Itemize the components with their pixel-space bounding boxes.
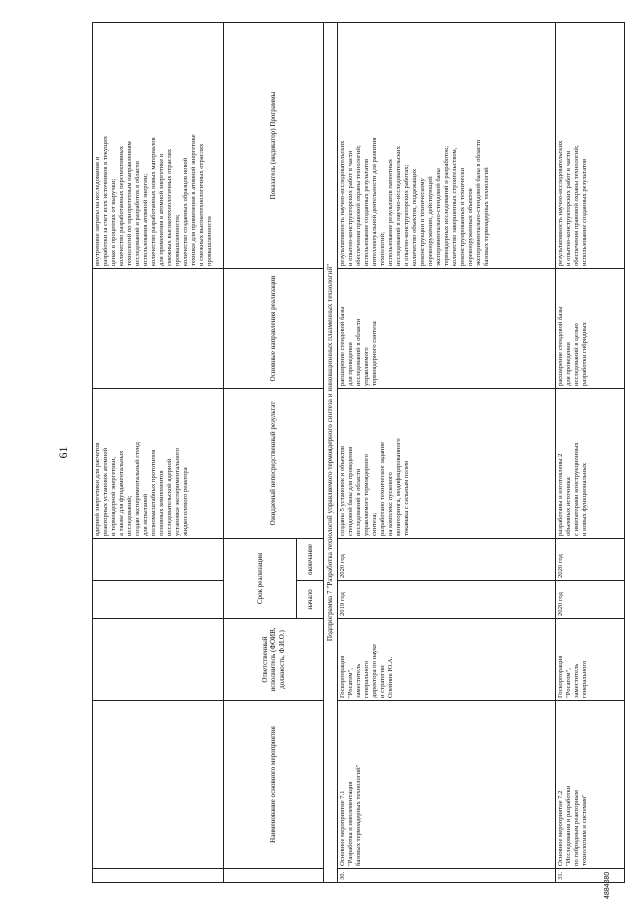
header-name: Наименование основного мероприятия: [224, 701, 324, 869]
header-responsible: Ответственный исполнитель (ФОИВ, должность, Ф.И.О.): [224, 619, 324, 701]
table-header-row: [224, 23, 297, 883]
expected-result: созданы 5 установок и объектов стендовой базы для проведения исследований в области управляемого термоядерного синтеза; разработано техническое задание на комплекс пускового мониторинга, модифицированного токамака с сильным полем: [337, 389, 555, 539]
page-number: 61: [56, 446, 70, 459]
continued-row: [93, 23, 224, 883]
header-start: начало: [297, 581, 324, 619]
main-directions: расширение стендовой базы для проведения исследований в области управляемого термоядерного синтеза: [337, 269, 555, 389]
program-indicator: результативность научно-исследовательских и опытно-конструкторских работ в части обеспечения правовой охраны технологий; использование созданных результатов: [555, 23, 624, 269]
row-number: 30.: [337, 869, 555, 883]
end-year: 2020 год: [337, 539, 555, 581]
main-directions: расширение стендовой базы для проведения исследований в целью разработки гибридных: [555, 269, 624, 389]
section-title: Подпрограмма 7 "Разработка технологий управляемого термоядерного синтеза и инновационных плазменных технологий": [324, 23, 338, 883]
measure-name: Основное мероприятие 7.1 "Разработка и имплементация базовых термоядерных технологий": [337, 701, 555, 869]
header-period: Срок реализации: [224, 539, 297, 619]
end-year: 2020 год: [555, 539, 624, 581]
header-num: [224, 869, 324, 883]
header-result: Ожидаемый непосредственный результат: [224, 389, 324, 539]
responsible-executor: Госкорпорация "Росатом", заместитель генерального: [555, 619, 624, 701]
responsible-executor: Госкорпорация "Росатом", заместитель генерального директора по науке и стратегии Олейник Ю.А.: [337, 619, 555, 701]
table-row: [555, 23, 624, 883]
program-indicator: результативность научно-исследовательских и опытно-конструкторских работ в части обеспечения правовой охраны технологий; использование созданных результатов интеллектуальной деятельности для развития технологий; использование результатов патентных исследований в научно-исследовательских и опытно-конструкторских работах; количество объектов, поддежащих реконструкции и техническому перевооружению, действующей экспериментально-стендовой базы термоядерных исследований и разработок; количество завершенных строительством, реконструированных и технически перевооруженных объектов экспериментально-стендовой базы в области базовых термоядерных технологий: [337, 23, 555, 269]
measure-name: Основное мероприятие 7.2 "Исследования и разработки по гибридным реакторным технологиям и системам": [555, 701, 624, 869]
row-number: 31.: [555, 869, 624, 883]
continued-result-cell: ядерной энергетики для расчетов реакторных установок атомной и термоядерной энергетики, а также для фундаментальных исследований; создан экспериментальный стенд для испытаний полномасштабных прототипов основных компонентов исследовательской ядерной установки экспериментального жидкосолевого реактора: [93, 389, 224, 539]
expected-result: разработаны и изготовлены 2 объемных источника с имитаторами конструкционных и новых функциональных: [555, 389, 624, 539]
section-row: [324, 23, 338, 883]
table-row: [337, 23, 555, 883]
header-indicator: Показатель (индикатор) Программы: [224, 23, 324, 269]
measures-table: [92, 22, 625, 883]
header-end: окончание: [297, 539, 324, 581]
header-directions: Основные направления реализации: [224, 269, 324, 389]
start-year: 2019 год: [337, 581, 555, 619]
start-year: 2020 год: [555, 581, 624, 619]
document-id: 4884380: [604, 871, 611, 899]
continued-indicator-cell: внутренние затраты на исследования и разработки за счет всех источников в текущих ценах в процентах от выручки; количество разработанных перспективных технологий по приоритетным направлениям исследований и разработок в области использования атомной энергии; количество разработанных новых материалов для применения в атомной энергетике и смежных высокотехнологичных отраслях промышленности; количество созданных образцов новой техники для применения в атомной энергетике и смежных высокотехнологичных отраслях промышленности: [93, 23, 224, 269]
